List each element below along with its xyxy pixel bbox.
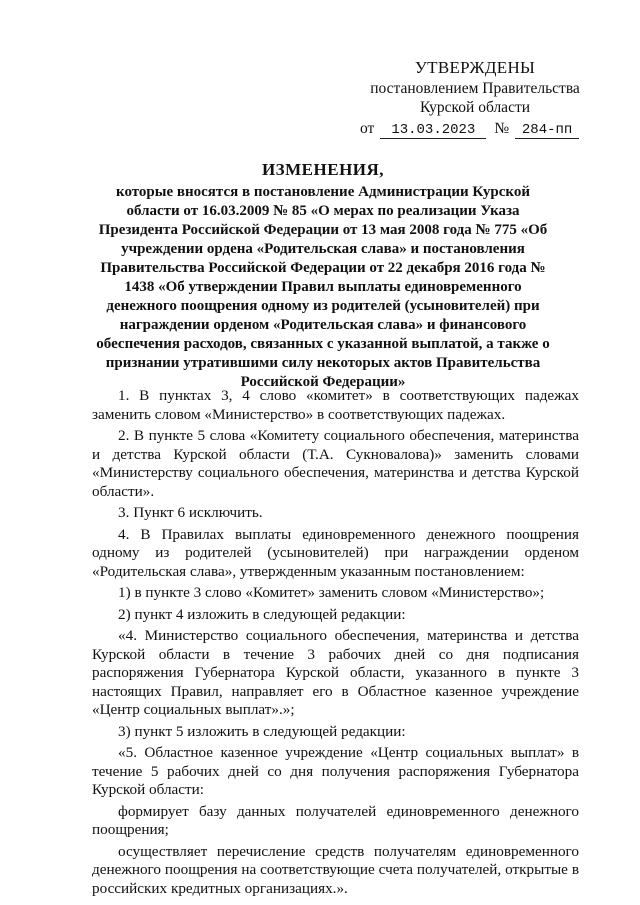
paragraph-quote-4: «4. Министерство социального обеспечения, материнства и детства Курской области в течение 3 рабочих дней со дня подписания распоряжения Губернатора Курской области, указанного в пункте 3 настоящих Правил, направляет его в Областное казенное учреждение «Центр социальных выплат».»; [92,627,579,718]
approval-heading: УТВЕРЖДЕНЫ [414,58,536,77]
paragraph-4: 4. В Правилах выплаты единовременного денежного поощрения одному из родителей (усыновителей) при награждении орденом «Родительская слава», утвержденным указанным постановлением: [92,525,579,580]
approval-line-1: постановлением Правительства [370,80,580,97]
paragraph-3: 3. Пункт 6 исключить. [118,504,263,521]
approval-line-2: Курской области [419,99,531,116]
from-label: от [360,120,375,137]
approval-block [360,58,590,139]
paragraph-4-2: 2) пункт 4 изложить в следующей редакции: [118,605,406,623]
paragraph-2: 2. В пункте 5 слова «Комитету социального обеспечения, материнства и детства Курской области (Т.А. Сукновалова)» заменить словами «Министерству социального обеспечения, материнства и детства Курской области». [92,427,579,500]
paragraph-4-3: 3) пункт 5 изложить в следующей редакции: [118,722,406,740]
paragraph-quote-5-a: формирует базу данных получателей единовременного денежного поощрения; [92,802,579,838]
paragraph-1: 1. В пунктах 3, 4 слово «комитет» в соответствующих падежах заменить словом «Министерство» в соответствующих падежах. [92,387,579,423]
paragraph-4-1: 1) в пункте 3 слово «Комитет» заменить словом «Министерство»; [118,584,545,601]
document-title [88,160,558,392]
paragraph-quote-5: «5. Областное казенное учреждение «Центр социальных выплат» в течение 5 рабочих дней со дня получения распоряжения Губернатора Курской области: [92,744,579,798]
title-heading: ИЗМЕНЕНИЯ, [261,160,385,179]
document-body [92,387,579,901]
approval-date-line [360,119,590,139]
decree-number: 284-пп [515,122,579,139]
title-subtitle: которые вносятся в постановление Администрации Курской области от 16.03.2009 № 85 «О мерах по реализации Указа Президента Российской Федерации от 13 мая 2008 года № 775 «Об учреждении ордена «Родительская слава» и постановления Правительства Российской Федерации от 22 декабря 2016 года № 1438 «Об утверждении Правил выплаты единовременного денежного поощрения одному из родителей (усыновителей) при награждении орденом «Родительская слава» и финансового обеспечения расходов, связанных с указанной выплатой, а также о признании утратившими силу некоторых актов Правительства Российской Федерации» [96,184,550,390]
paragraph-quote-5-b: осуществляет перечисление средств получателям единовременного денежного поощрения на соответствующие счета получателей, открытые в российских кредитных организациях.». [92,842,579,897]
decree-date: 13.03.2023 [380,122,486,139]
number-label: № [494,120,510,137]
